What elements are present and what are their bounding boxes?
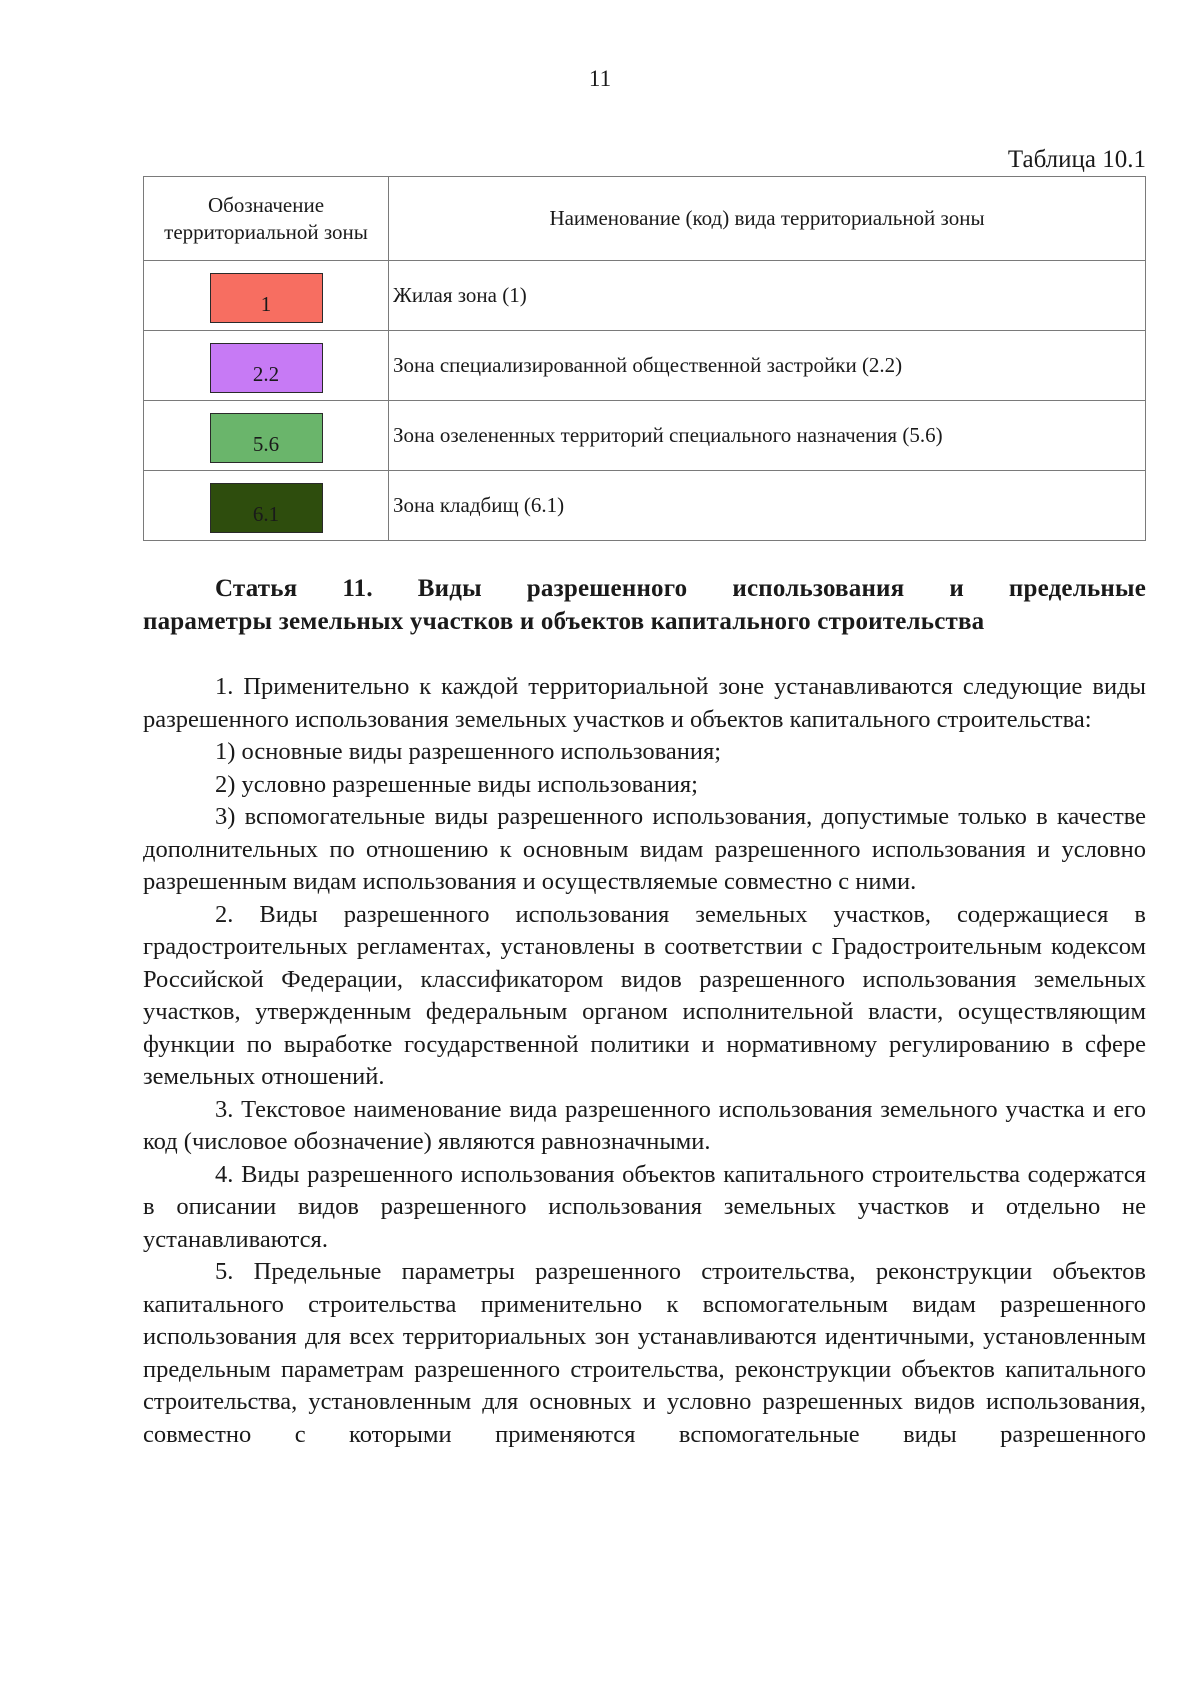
table-caption: Таблица 10.1: [1007, 146, 1146, 173]
zone-code-cell: [144, 261, 389, 331]
zone-name-cell: Зона специализированной общественной застройки (2.2): [389, 331, 1146, 401]
zone-name-cell: Зона кладбищ (6.1): [389, 471, 1146, 541]
table-header-row: [144, 177, 1146, 261]
zone-color-swatch: 2.2: [210, 343, 323, 393]
zones-table: [143, 176, 1146, 541]
zone-name-cell: Зона озелененных территорий специального назначения (5.6): [389, 401, 1146, 471]
zone-code-cell: [144, 471, 389, 541]
article-title-line-1: Статья 11. Виды разрешенного использования и предельные: [215, 575, 1146, 602]
zone-name-cell: Жилая зона (1): [389, 261, 1146, 331]
list-item-3: 3) вспомогательные виды разрешенного использования, допустимые только в качестве дополнительных по отношению к основным видам разрешенного использования и условно разрешенным видам использования и осуществляемые совместно с ними.: [143, 803, 1146, 895]
article-title: [143, 572, 1146, 638]
header-zone-code: Обозначение территориальной зоны: [144, 177, 389, 261]
table-row: [144, 401, 1146, 471]
paragraph-4: 4. Виды разрешенного использования объектов капитального строительства содержатся в описании видов разрешенного использования земельных участков и отдельно не устанавливаются.: [143, 1160, 1146, 1253]
paragraph-3: 3. Текстовое наименование вида разрешенного использования земельного участка и его код (числовое обозначение) являются равнозначными.: [143, 1095, 1146, 1155]
article-body: [143, 671, 1146, 1451]
article-title-line-2: параметры земельных участков и объектов капитального строительства: [143, 608, 985, 635]
table-row: [144, 331, 1146, 401]
page-number: 11: [588, 66, 612, 91]
zone-color-swatch: 5.6: [210, 413, 323, 463]
paragraph-2: 2. Виды разрешенного использования земельных участков, содержащиеся в градостроительных регламентах, установлены в соответствии с Градостроительным кодексом Российской Федерации, классификатором видов разрешенного использования земельных участков, утвержденным федеральным органом исполнительной власти, осуществляющим функции по выработке государственной политики и нормативному регулированию в сфере земельных отношений.: [143, 900, 1146, 1090]
zone-code-cell: [144, 401, 389, 471]
table-row: [144, 261, 1146, 331]
header-zone-name: Наименование (код) вида территориальной зоны: [389, 177, 1146, 261]
list-item-2: 2) условно разрешенные виды использования;: [215, 770, 698, 798]
zone-color-swatch: 1: [210, 273, 323, 323]
paragraph-5: 5. Предельные параметры разрешенного строительства, реконструкции объектов капитального строительства применительно к вспомогательным видам разрешенного использования для всех территориальных зон устанавливаются идентичными, установленным предельным параметрам разрешенного строительства, реконструкции объектов капитального строительства, установленным для основных и условно разрешенных видов использования, совместно с которыми применяются вспомогательные виды разрешенного: [143, 1258, 1146, 1448]
paragraph-1: 1. Применительно к каждой территориальной зоне устанавливаются следующие виды разрешенного использования земельных участков и объектов капитального строительства:: [143, 673, 1146, 733]
table-row: [144, 471, 1146, 541]
zone-code-cell: [144, 331, 389, 401]
list-item-1: 1) основные виды разрешенного использования;: [215, 738, 722, 765]
zone-color-swatch: 6.1: [210, 483, 323, 533]
